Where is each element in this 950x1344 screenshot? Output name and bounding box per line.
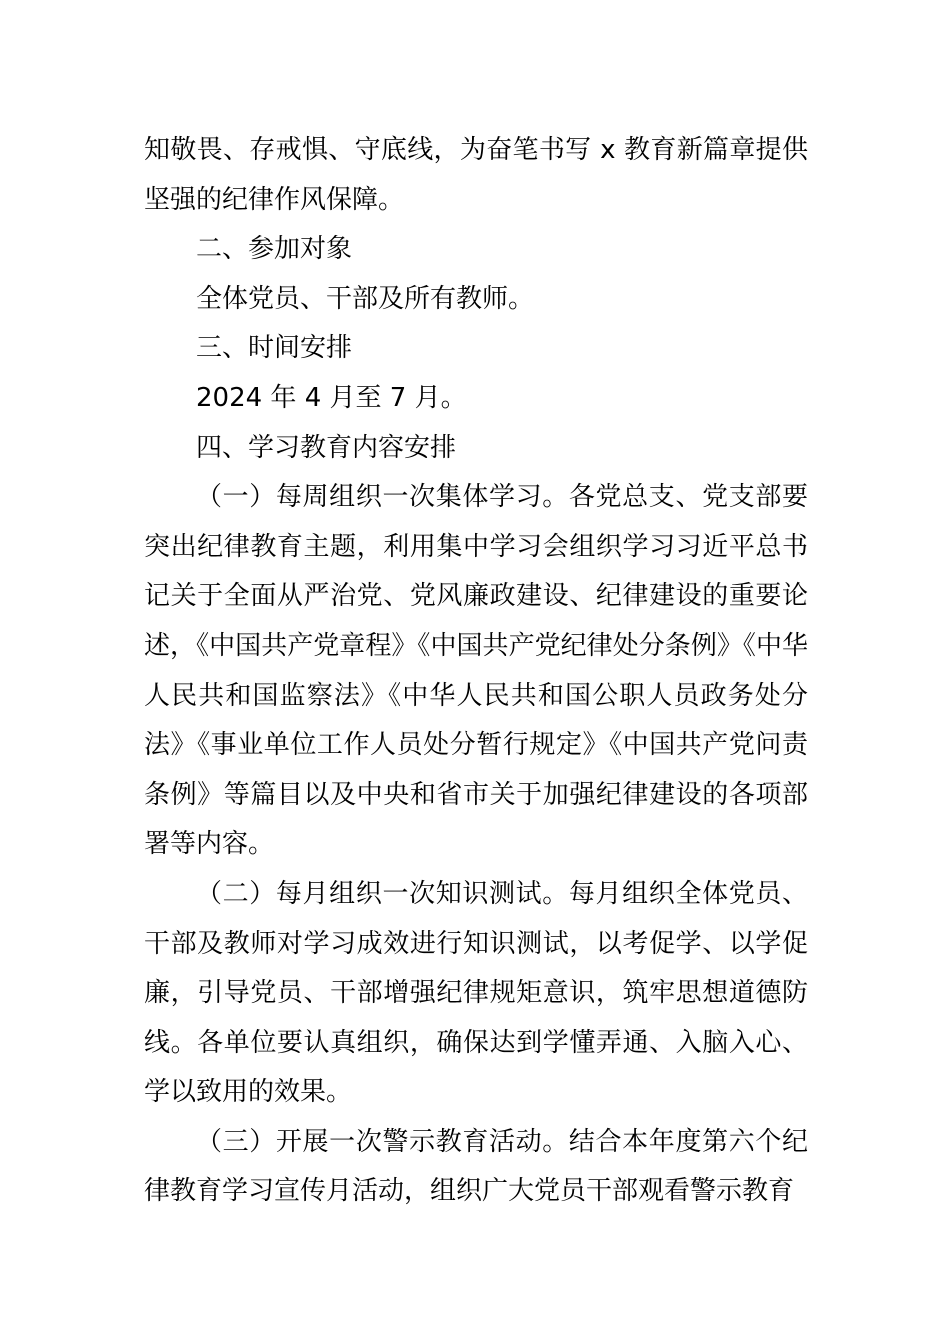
- paragraph-continuation: 知敬畏、存戒惧、守底线，为奋笔书写 x 教育新篇章提供坚强的纪律作风保障。: [144, 135, 808, 215]
- section-heading-participants: 二、参加对象: [196, 234, 353, 265]
- paragraph-monthly-test: （二）每月组织一次知识测试。每月组织全体党员、干部及教师对学习成效进行知识测试，以考促学、以学促廉，引导党员、干部增强纪律规矩意识，筑牢思想道德防线。各单位要认真组织，确保达到学懂弄通、入脑入心、学以致用的效果。: [144, 878, 808, 1108]
- paragraph-warning-education: （三）开展一次警示教育活动。结合本年度第六个纪律教育学习宣传月活动，组织广大党员干部观看警示教育: [144, 1126, 808, 1207]
- section-heading-schedule: 三、时间安排: [196, 333, 353, 364]
- document-body: [144, 126, 808, 1217]
- paragraph-weekly-study: （一）每周组织一次集体学习。各党总支、党支部要突出纪律教育主题，利用集中学习会组织学习习近平总书记关于全面从严治党、党风廉政建设、纪律建设的重要论述，《中国共产党章程》《中国共产党纪律处分条例》《中华人民共和国监察法》《中华人民共和国公职人员政务处分法》《事业单位工作人员处分暂行规定》《中国共产党问责条例》等篇目以及中央和省市关于加强纪律建设的各项部署等内容。: [144, 482, 808, 860]
- paragraph-participants: 全体党员、干部及所有教师。: [196, 283, 535, 314]
- paragraph-schedule: 2024 年 4 月至 7 月。: [196, 382, 467, 413]
- section-heading-content: 四、学习教育内容安排: [196, 432, 457, 463]
